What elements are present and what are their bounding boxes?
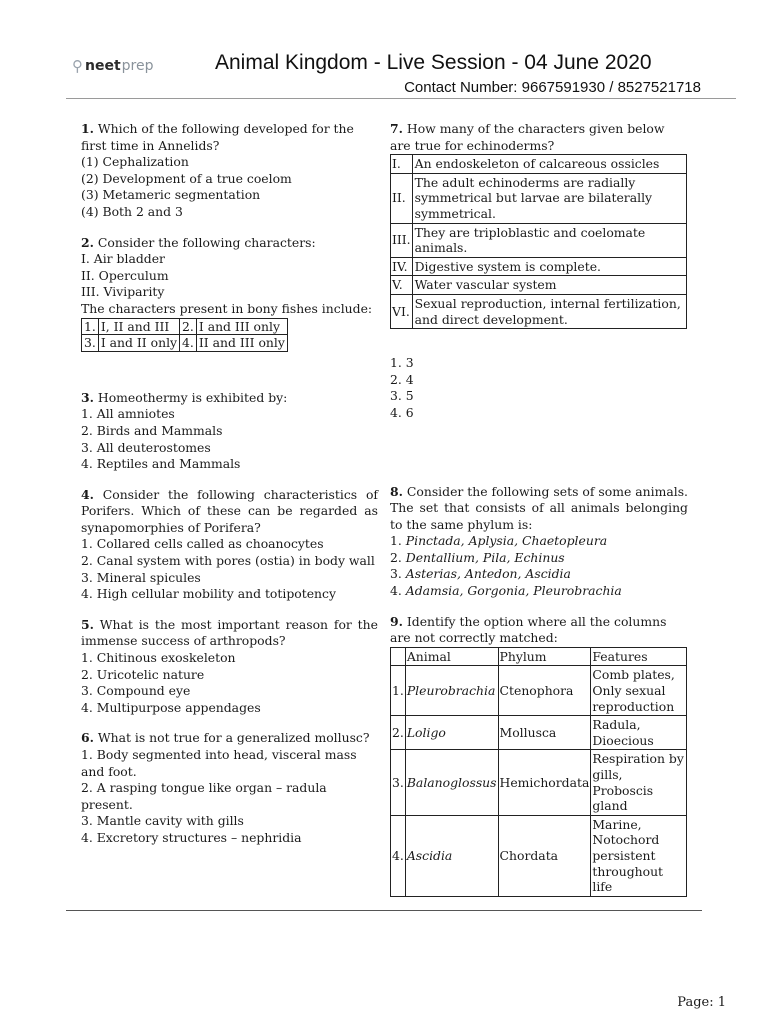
option: (4) Both 2 and 3 [81,203,183,219]
header-cell: Phylum [498,647,591,666]
option-number: 3. [82,335,99,352]
page-title: Animal Kingdom - Live Session - 04 June 2020 [215,51,652,74]
option: 3. Mineral spicules [81,569,201,585]
page-number: Page: 1 [677,995,726,1010]
row-number: 4. [391,815,406,896]
options-table [81,318,288,352]
characters-table [390,154,687,329]
question-text: What is the most important reason for the immense success of arthropods? [81,616,378,649]
question-8 [390,484,688,600]
option-number: 2. [180,318,197,335]
question-1 [81,121,378,221]
neetprep-logo [72,54,154,78]
question-7 [390,121,688,422]
row-numeral: VI. [391,294,413,328]
row-text: Water vascular system [412,276,686,295]
table-row [82,335,288,352]
option: 4. 6 [390,404,414,420]
option: 1. 3 [390,355,414,371]
phylum-cell: Ctenophora [498,666,591,716]
animal-cell: Pleurobrachia [405,666,498,716]
header-divider [66,98,736,99]
question-lead: The characters present in bony fishes include: [81,300,373,316]
row-text: Sexual reproduction, internal fertilization, and direct development. [412,294,686,328]
question-6 [81,730,378,846]
option-text: I and III only [196,318,287,335]
question-number: 6. [81,730,94,746]
animal-cell: Loligo [405,716,498,750]
logo-text-sub: prep [121,58,154,74]
table-row [391,223,687,257]
features-cell: Radula, Dioecious [591,716,687,750]
question-text: Which of the following developed for the first time in Annelids? [81,121,354,153]
logo-text-main: neet [85,58,121,74]
row-numeral: V. [391,276,413,295]
question-4 [81,487,378,603]
question-9 [390,614,688,897]
question-number: 5. [81,616,94,632]
character-item: II. Operculum [81,267,169,283]
question-text: Homeothermy is exhibited by: [97,389,288,405]
option: 1. Body segmented into head, visceral mass and foot. [81,747,357,779]
animal-cell: Ascidia [405,815,498,896]
features-cell: Comb plates, Only sexual reproduction [591,666,687,716]
row-numeral: IV. [391,257,413,276]
option: (3) Metameric segmentation [81,187,261,203]
row-text: Digestive system is complete. [412,257,686,276]
table-row [391,666,687,716]
table-row [391,294,687,328]
option: 4. Multipurpose appendages [81,699,261,715]
row-text: The adult echinoderms are radially symmetrical but larvae are bilaterally symmetrical. [412,173,686,223]
left-column [81,121,378,861]
question-text: What is not true for a generalized mollusc? [97,730,370,746]
option: 4. Reptiles and Mammals [81,456,241,472]
option: 3. Mantle cavity with gills [81,813,244,829]
row-number: 3. [391,750,406,815]
question-5 [81,617,378,717]
question-number: 9. [390,613,403,629]
option-number: 4. [180,335,197,352]
table-row [391,750,687,815]
character-item: III. Viviparity [81,284,165,300]
option: 3. Compound eye [81,683,191,699]
question-number: 3. [81,389,94,405]
question-number: 2. [81,234,94,250]
option: 4. Adamsia, Gorgonia, Pleurobrachia [390,583,622,599]
logo-figure-icon: ⚲ [72,57,83,75]
option: 1. All amniotes [81,406,175,422]
option: 1. Pinctada, Aplysia, Chaetopleura [390,533,608,549]
option: 2. 4 [390,371,414,387]
matching-table [390,647,687,897]
table-row [391,276,687,295]
question-text: Consider the following sets of some animals. The set that consists of all animals belonging to the same phylum is: [390,483,688,532]
row-numeral: III. [391,223,413,257]
question-number: 1. [81,121,94,136]
header-cell [391,647,406,666]
header-cell: Animal [405,647,498,666]
option-text: I, II and III [98,318,179,335]
option-text: I and II only [98,335,179,352]
header-cell: Features [591,647,687,666]
table-row [391,173,687,223]
contact-number: Contact Number: 9667591930 / 8527521718 [404,79,701,96]
option: (1) Cephalization [81,154,189,170]
features-cell: Respiration by gills, Proboscis gland [591,750,687,815]
question-number: 7. [390,121,403,136]
option: 3. Asterias, Antedon, Ascidia [390,566,571,582]
question-text: How many of the characters given below are true for echinoderms? [390,121,665,153]
phylum-cell: Chordata [498,815,591,896]
features-cell: Marine, Notochord persistent throughout life [591,815,687,896]
option: 3. All deuterostomes [81,439,211,455]
question-3 [81,390,378,473]
question-2 [81,235,378,352]
question-text: Identify the option where all the columns are not correctly matched: [390,613,667,646]
option: 2. Birds and Mammals [81,422,223,438]
table-row [391,815,687,896]
table-row [82,318,288,335]
option: 3. 5 [390,388,414,404]
question-text: Consider the following characters: [97,234,316,250]
option-number: 1. [82,318,99,335]
animal-cell: Balanoglossus [405,750,498,815]
row-text: They are triploblastic and coelomate animals. [412,223,686,257]
character-item: I. Air bladder [81,251,165,267]
row-number: 1. [391,666,406,716]
option: 1. Collared cells called as choanocytes [81,536,324,552]
row-text: An endoskeleton of calcareous ossicles [412,155,686,174]
question-number: 4. [81,486,94,502]
right-column [390,121,688,911]
row-numeral: I. [391,155,413,174]
table-row [391,257,687,276]
row-numeral: II. [391,173,413,223]
phylum-cell: Mollusca [498,716,591,750]
footer-divider [66,910,702,911]
phylum-cell: Hemichordata [498,750,591,815]
option-text: II and III only [196,335,287,352]
option: 1. Chitinous exoskeleton [81,650,236,666]
row-number: 2. [391,716,406,750]
table-row [391,155,687,174]
option: 4. High cellular mobility and totipotency [81,586,336,602]
option: 2. Dentallium, Pila, Echinus [390,549,565,565]
question-number: 8. [390,483,403,499]
option: (2) Development of a true coelom [81,170,292,186]
table-header-row [391,647,687,666]
option: 2. A rasping tongue like organ – radula present. [81,780,327,812]
question-text: Consider the following characteristics of Porifers. Which of these can be regarded as synapomorphies of Porifera? [81,486,378,535]
option: 4. Excretory structures – nephridia [81,829,302,845]
option: 2. Canal system with pores (ostia) in body wall [81,553,375,569]
table-row [391,716,687,750]
option: 2. Uricotelic nature [81,666,205,682]
